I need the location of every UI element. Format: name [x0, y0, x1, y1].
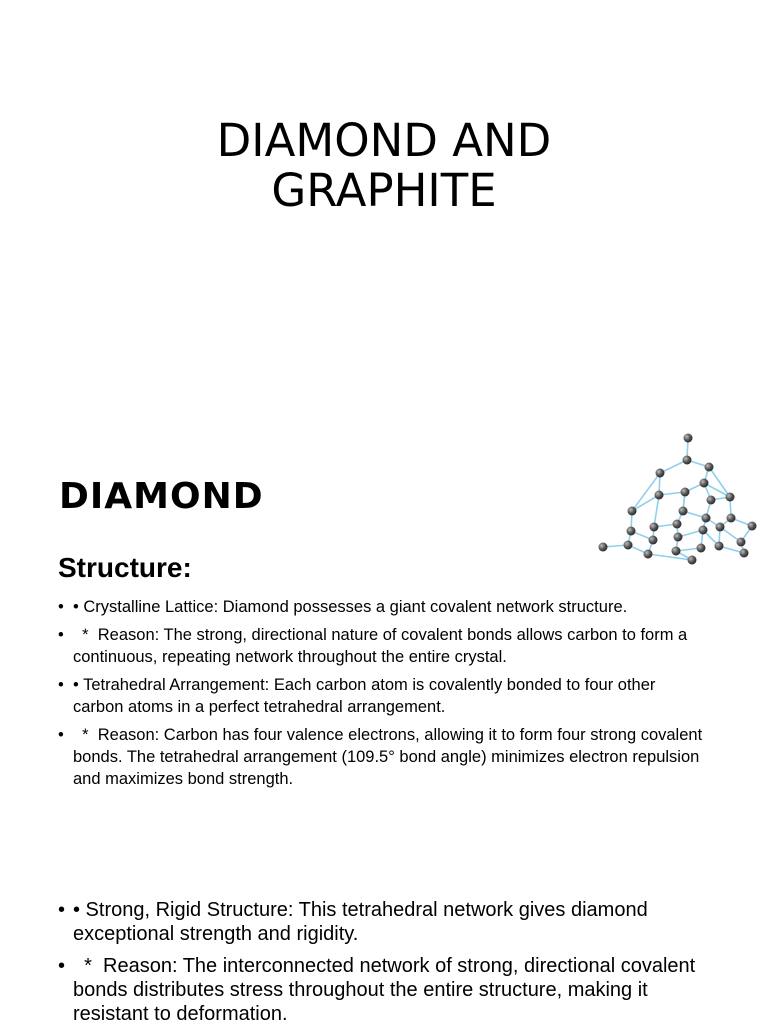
diamond-lattice-image: [596, 432, 762, 572]
lattice-atom: [656, 469, 665, 478]
structure-subheading: Structure:: [58, 552, 192, 583]
lattice-atom: [707, 496, 716, 505]
lattice-atom: [627, 527, 636, 536]
lattice-atom: [599, 543, 608, 552]
list-item: [58, 898, 698, 946]
bullet-marker: •: [58, 899, 66, 921]
bullet-text: * Reason: Carbon has four valence electrons, allowing it to form four strong covalent bonds. The tetrahedral arrangement (109.5° bond angle) minimizes electron repulsion and maximizes bond strength.: [73, 726, 707, 788]
lattice-bond: [654, 495, 659, 527]
lattice-atom: [684, 434, 693, 443]
bullet-marker: •: [58, 598, 64, 616]
list-item: [58, 724, 708, 790]
lattice-atom: [715, 542, 724, 551]
lattice-atom: [737, 538, 746, 547]
list-item: [58, 624, 708, 668]
lattice-atom: [679, 507, 688, 516]
lattice-atom: [700, 479, 709, 488]
bullet-text: * Reason: The interconnected network of strong, directional covalent bonds distributes stress throughout the entire structure, making it resistant to deformation.: [73, 955, 701, 1025]
bullet-text: • Tetrahedral Arrangement: Each carbon atom is covalently bonded to four other carbon atoms in a perfect tetrahedral arrangement.: [73, 676, 656, 716]
lattice-atom: [644, 550, 653, 559]
lattice-atom: [727, 514, 736, 523]
lattice-bond: [632, 495, 659, 511]
lattice-atom: [624, 541, 633, 550]
bullet-text: • Strong, Rigid Structure: This tetrahedral network gives diamond exceptional strength and rigidity.: [73, 899, 648, 945]
bullet-marker: •: [58, 626, 64, 644]
slide-title: [0, 116, 768, 216]
diamond-slide: [0, 400, 768, 1024]
lattice-atom: [674, 533, 683, 542]
title-line-2: GRAPHITE: [271, 164, 497, 217]
lattice-atom: [702, 514, 711, 523]
lattice-atom: [655, 491, 664, 500]
lattice-atom: [726, 493, 735, 502]
lattice-atom: [705, 463, 714, 472]
title-line-1: DIAMOND AND: [216, 114, 552, 167]
lattice-atom: [688, 556, 697, 565]
list-item: [58, 674, 708, 718]
bullet-marker: •: [58, 676, 64, 694]
list-item: [58, 954, 701, 1026]
lattice-atom: [628, 507, 637, 516]
title-slide: [0, 0, 768, 400]
bullet-marker: •: [58, 955, 66, 977]
lattice-bond: [709, 467, 730, 497]
list-item: [58, 596, 708, 618]
lattice-atom: [681, 488, 690, 497]
lattice-atom: [673, 520, 682, 529]
strength-bullet-list: [58, 898, 701, 1034]
lattice-atom: [699, 526, 708, 535]
bullet-marker: •: [58, 726, 64, 744]
bullet-text: * Reason: The strong, directional nature of covalent bonds allows carbon to form a continuous, repeating network throughout the entire crystal.: [73, 626, 692, 666]
lattice-atom: [650, 523, 659, 532]
lattice-atom: [683, 456, 692, 465]
lattice-atom: [740, 549, 749, 558]
structure-bullet-list: [58, 596, 708, 796]
bullet-text: • Crystalline Lattice: Diamond possesses a giant covalent network structure.: [73, 598, 628, 616]
lattice-atom: [748, 522, 757, 531]
lattice-atom: [697, 544, 706, 553]
lattice-atom: [716, 523, 725, 532]
slide-heading: DIAMOND: [59, 476, 264, 517]
lattice-atom: [672, 547, 681, 556]
lattice-atom: [649, 536, 658, 545]
